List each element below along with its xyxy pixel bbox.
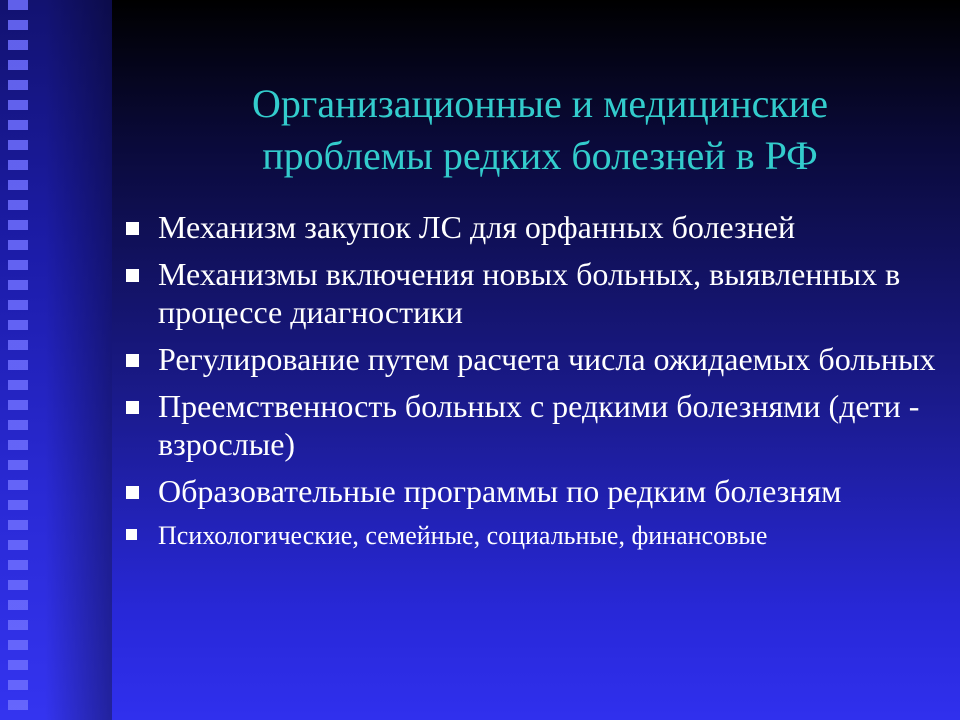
bullet-item [120,472,940,510]
slide-title [140,78,940,182]
bullet-item [120,208,940,246]
bullet-item [120,387,940,463]
title-line-2: проблемы редких болезней в РФ [262,133,818,178]
square-bullet-icon [126,222,139,235]
square-bullet-icon [126,269,139,282]
bullet-item [120,340,940,378]
bullet-text: Регулирование путем расчета числа ожидаемых больных [158,341,936,377]
square-bullet-icon [126,486,139,499]
bullet-list [120,208,940,562]
square-bullet-icon [126,354,139,367]
bullet-text: Психологические, семейные, социальные, финансовые [158,521,768,550]
bullet-item [120,519,940,553]
decorative-square-column [8,0,28,720]
bullet-text: Образовательные программы по редким болезням [158,473,842,509]
bullet-text: Механизм закупок ЛС для орфанных болезней [158,209,796,245]
title-line-1: Организационные и медицинские [252,81,828,126]
square-bullet-icon [126,401,139,414]
bullet-text: Механизмы включения новых больных, выявленных в процессе диагностики [158,256,901,330]
bullet-item [120,255,940,331]
square-bullet-icon [126,529,137,540]
bullet-text: Преемственность больных с редкими болезнями (дети - взрослые) [158,388,920,462]
